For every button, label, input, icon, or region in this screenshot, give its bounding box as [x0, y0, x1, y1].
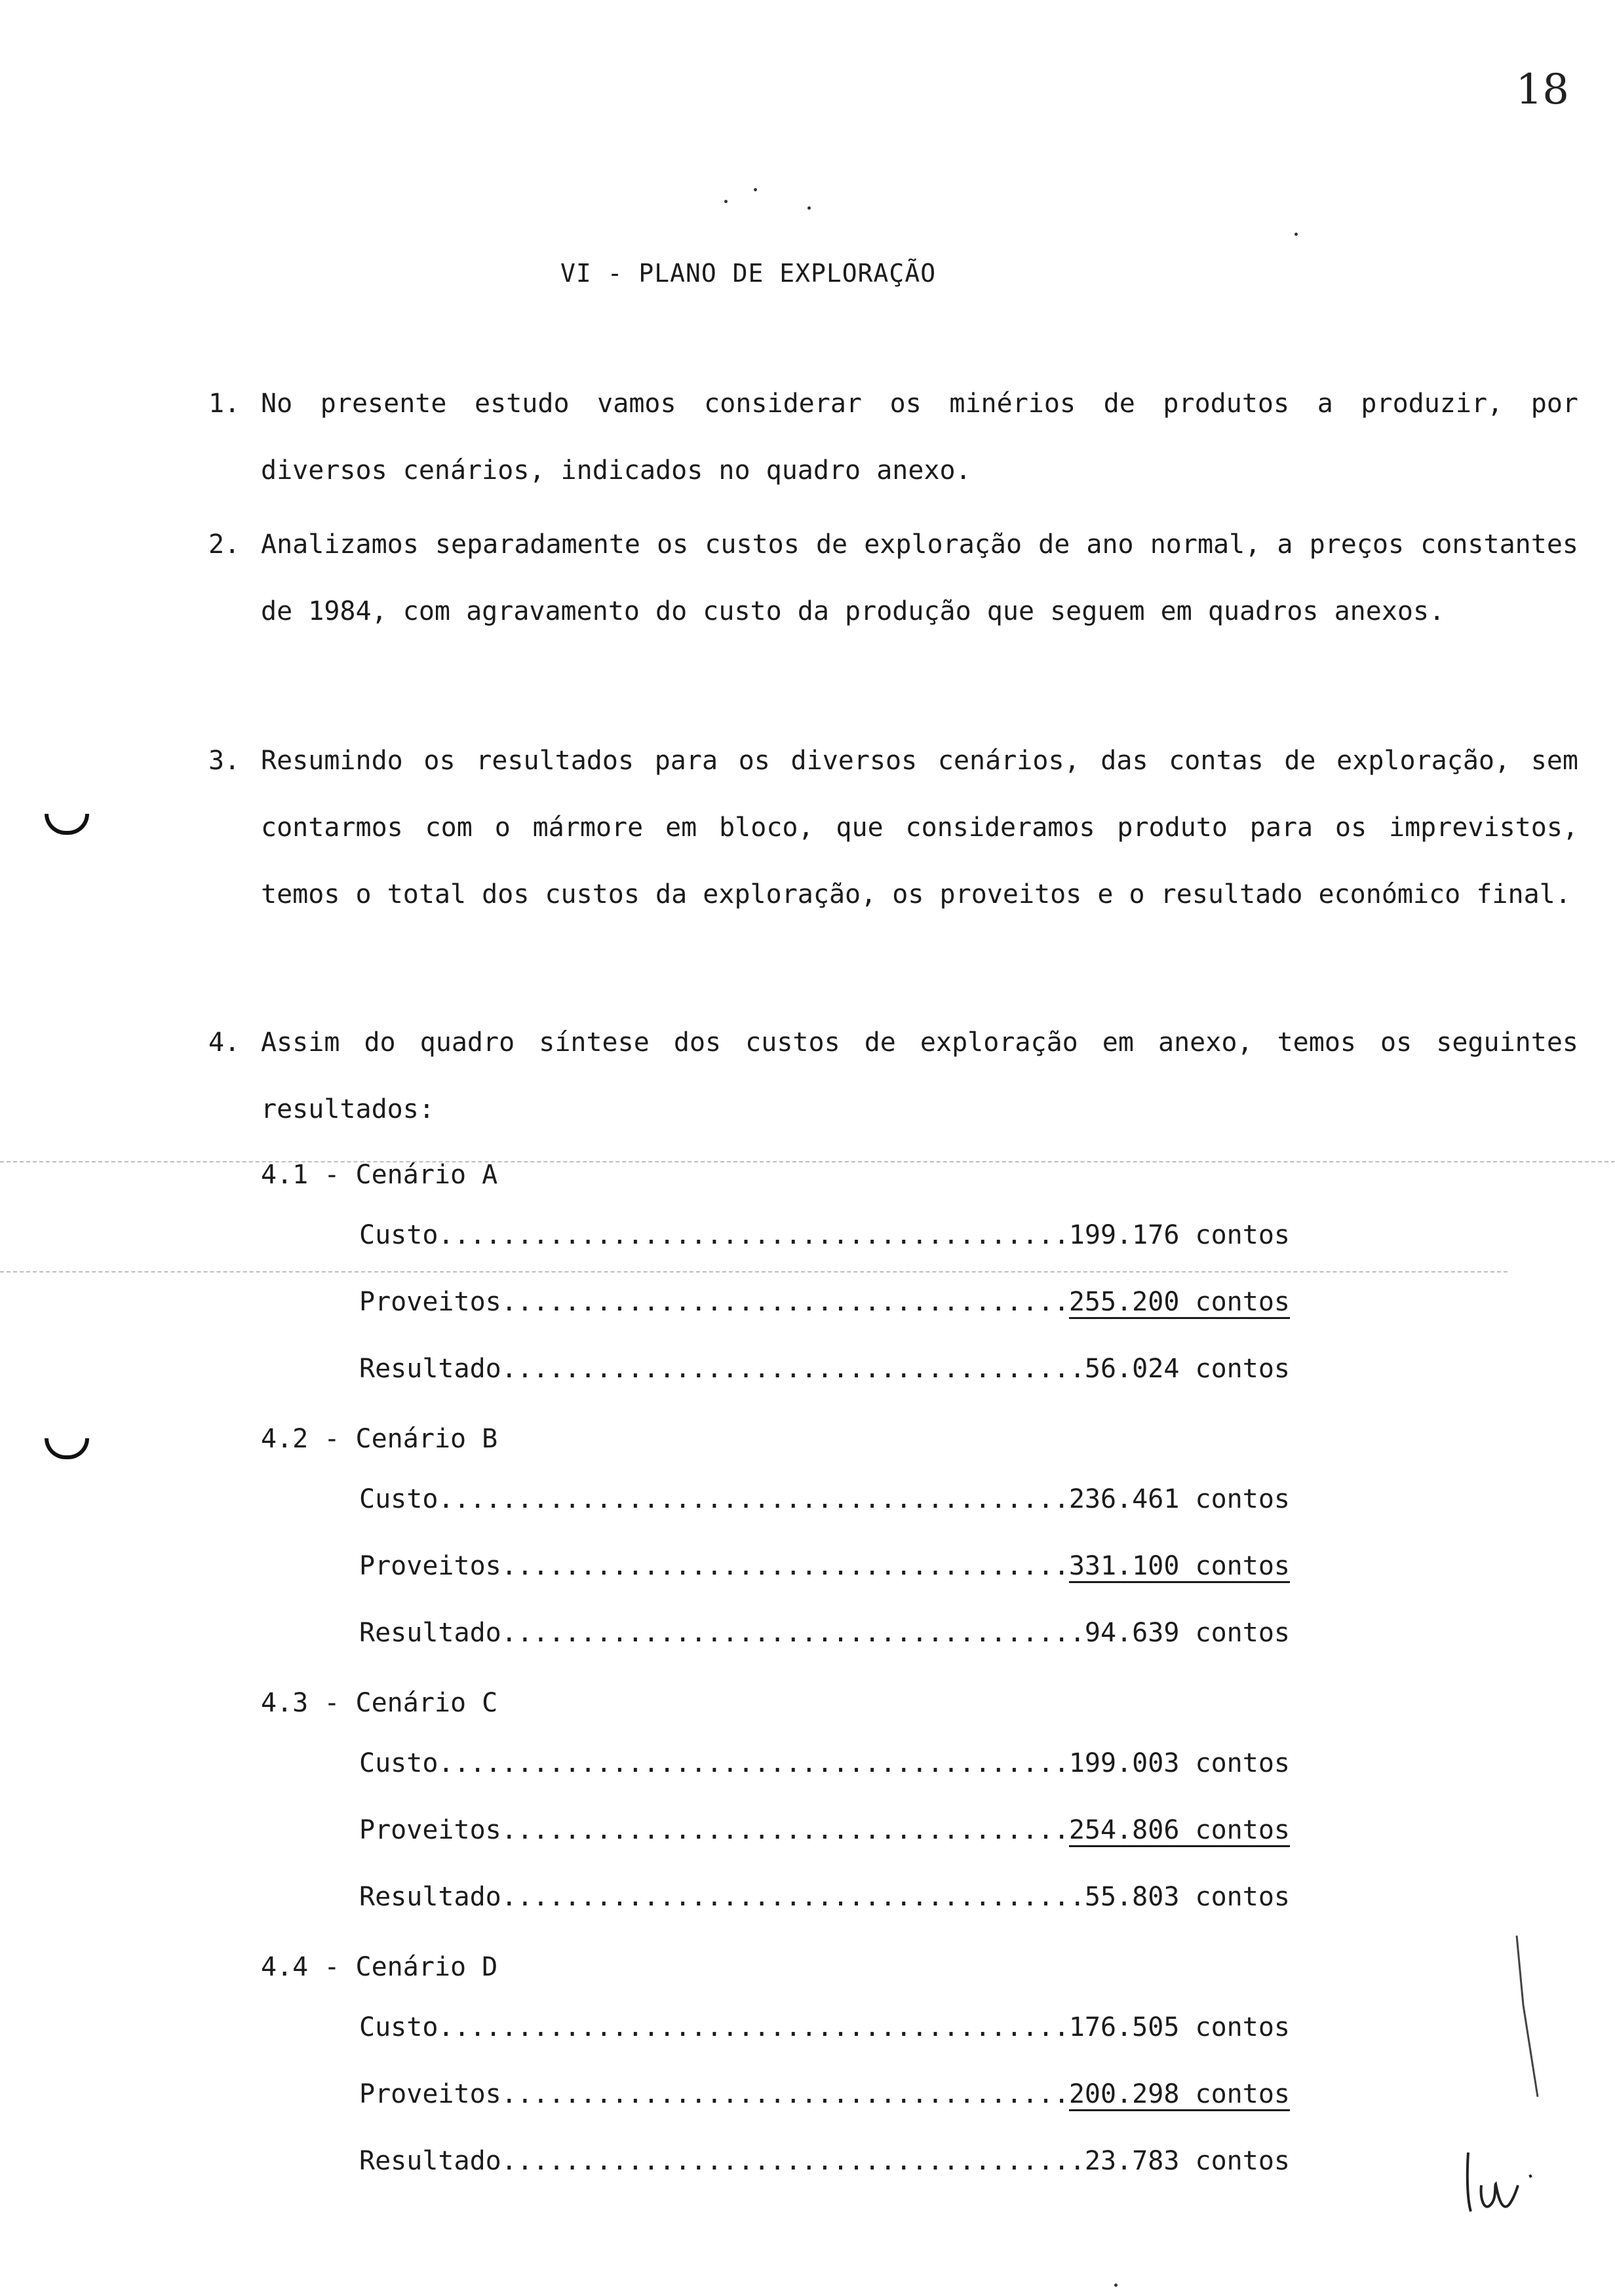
result-row [359, 1354, 1290, 1384]
dot-leader [501, 1882, 1085, 1912]
scenario-heading: 4.4 - Cenário D [261, 1952, 498, 1982]
row-value: 56.024 contos [1084, 1354, 1290, 1384]
dot-leader [438, 2012, 1068, 2042]
row-value: 199.176 contos [1068, 1220, 1290, 1250]
paragraph-number: 4. [208, 1027, 241, 1058]
row-value: 94.639 contos [1084, 1618, 1290, 1648]
scenario-heading: 4.3 - Cenário C [261, 1688, 498, 1718]
row-label: Custo [359, 1484, 438, 1514]
row-label: Proveitos [359, 1551, 501, 1581]
paragraph-text: No presente estudo vamos considerar os minérios de produtos a produzir, por diversos cenários, indicados no quadro anexo. [261, 389, 1578, 486]
dot-leader [501, 2146, 1085, 2176]
result-row [359, 1484, 1290, 1514]
scan-speck [724, 200, 728, 203]
section-title: VI - PLANO DE EXPLORAÇÃO [560, 259, 937, 288]
row-value: 199.003 contos [1068, 1748, 1290, 1778]
paragraph-number: 3. [208, 746, 241, 776]
row-label: Custo [359, 1748, 438, 1778]
dot-leader [501, 1815, 1069, 1845]
dot-leader [501, 1287, 1069, 1317]
dot-leader [438, 1748, 1068, 1778]
result-row [359, 1618, 1290, 1648]
scan-line [0, 1161, 1615, 1162]
row-value: 176.505 contos [1068, 2012, 1290, 2042]
result-row [359, 1287, 1290, 1319]
row-label: Resultado [359, 1354, 501, 1384]
scan-line [0, 1271, 1508, 1272]
result-row [359, 1882, 1290, 1912]
dot-leader [501, 1354, 1085, 1384]
row-value: 236.461 contos [1068, 1484, 1290, 1514]
paragraph-text: Assim do quadro síntese dos custos de exploração em anexo, temos os seguintes resultados: [261, 1027, 1578, 1124]
paragraph-text: Analizamos separadamente os custos de exploração de ano normal, a preços constantes de 1984, com agravamento do custo da produção que seguem em quadros anexos. [261, 529, 1578, 626]
paragraph-text: Resumindo os resultados para os diversos cenários, das contas de exploração, sem contarmos com o mármore em bloco, que consideramos produto para os imprevistos, temos o total dos custos da exploração, os proveitos e o resultado económico final. [261, 746, 1578, 909]
handwritten-initials [1462, 2146, 1547, 2218]
paragraph-2 [208, 511, 1578, 645]
row-label: Proveitos [359, 1815, 501, 1845]
paragraph-number: 2. [208, 529, 241, 560]
scan-speck [1294, 233, 1298, 236]
result-row [359, 1551, 1290, 1583]
row-value: 200.298 contos [1069, 2079, 1290, 2111]
scenario-heading: 4.1 - Cenário A [261, 1160, 498, 1190]
pen-stroke [1514, 1933, 1540, 2103]
row-value: 254.806 contos [1069, 1815, 1290, 1847]
paragraph-1 [208, 370, 1578, 504]
dot-leader [438, 1484, 1068, 1514]
paragraph-3 [208, 727, 1578, 928]
row-label: Custo [359, 2012, 438, 2042]
row-label: Resultado [359, 2146, 501, 2176]
page-number: 18 [1515, 66, 1569, 114]
row-label: Proveitos [359, 1287, 501, 1317]
scan-speck [1114, 2284, 1118, 2287]
paragraph-number: 1. [208, 389, 241, 419]
row-value: 23.783 contos [1084, 2146, 1290, 2176]
margin-pen-mark [45, 814, 89, 835]
margin-pen-mark [45, 1438, 89, 1459]
result-row [359, 1815, 1290, 1847]
dot-leader [501, 2079, 1069, 2109]
dot-leader [501, 1618, 1085, 1648]
scenario-heading: 4.2 - Cenário B [261, 1424, 498, 1454]
scan-speck [808, 206, 811, 210]
result-row [359, 2012, 1290, 2042]
row-value: 331.100 contos [1069, 1551, 1290, 1583]
dot-leader [438, 1220, 1068, 1250]
dot-leader [501, 1551, 1069, 1581]
paragraph-4 [208, 1009, 1578, 1143]
row-label: Resultado [359, 1882, 501, 1912]
row-label: Proveitos [359, 2079, 501, 2109]
result-row [359, 2079, 1290, 2111]
row-value: 255.200 contos [1069, 1287, 1290, 1319]
row-label: Custo [359, 1220, 438, 1250]
row-label: Resultado [359, 1618, 501, 1648]
scan-speck [754, 188, 757, 191]
row-value: 55.803 contos [1084, 1882, 1290, 1912]
result-row [359, 1220, 1290, 1250]
result-row [359, 1748, 1290, 1778]
result-row [359, 2146, 1290, 2176]
